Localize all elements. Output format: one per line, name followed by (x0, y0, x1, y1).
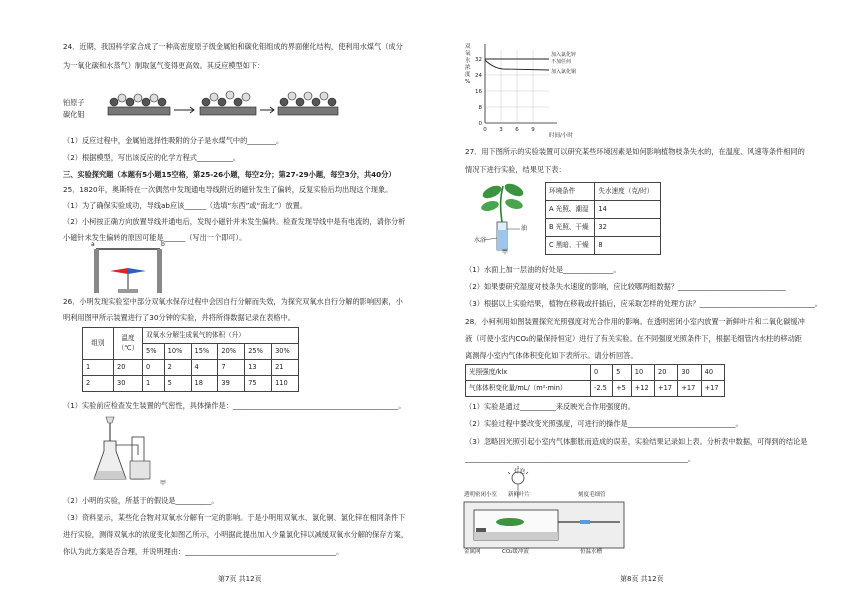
header-volume-change: 气体体积变化量/mL/（m²·min） (466, 381, 591, 397)
x-label: 时间/小时 (549, 133, 573, 139)
y-tick: 16 (475, 89, 482, 95)
q26-line2: 明利用图甲所示装置进行了30分钟的实验，并将所得数据记录在表格中。 (63, 313, 295, 322)
photosynthesis-apparatus (462, 464, 632, 560)
q28-sub2: （2）实验过程中要改变光照强度，可进行的操作是______________________________。 (465, 419, 743, 428)
table-row: 1 20 0 2 4 7 13 21 (83, 360, 299, 376)
wire-label-b: b (161, 241, 165, 248)
conc-cell: 30% (272, 344, 299, 360)
label-pic: 甲 (502, 249, 509, 256)
header-volume: 双氧水分解生成氧气的体积（升） (143, 328, 299, 344)
header-temp: 温度 （℃） (114, 328, 143, 360)
wire-label-a: a (91, 241, 95, 248)
header-speed: 失水速度（克/时） (595, 183, 661, 201)
section3-title: 三、实验探究题（本题有5小题15空格，第25-26小题，每空2分；第27-29小题，每空3分，共40分） (63, 170, 396, 179)
legend-copper: 加入氯化铜 (551, 69, 577, 75)
q24-sub1: （1）反应过程中，金属铂选择性吸附的分子是水煤气中的________。 (63, 136, 284, 145)
table-row: A 光照、潮湿 14 (546, 201, 661, 219)
x-tick: 0 (483, 127, 487, 133)
q26-sub2: （2）小明的实验，所基于的假设是__________。 (63, 496, 219, 505)
y-tick: 32 (475, 57, 482, 63)
x-tick: 9 (531, 127, 535, 133)
label-leaf: 新鲜叶片 (508, 492, 531, 498)
conc-cell: 5% (143, 344, 165, 360)
page-number-left: 第7页 共12页 (218, 575, 262, 583)
q28-data-table (465, 364, 725, 397)
q25-sub1: （1）为了确保实验成功，导线ab应该______（选填“东西”或“南北”）放置。 (63, 201, 308, 210)
q26-sub1: （1）实验前应检查发生装置的气密性，具体操作是：______________________________________________。 (63, 401, 406, 410)
q28-line1: 28．小柯利用如图装置探究光照强度对光合作用的影响。在透明密闭小室内放置一新鲜叶片和二氧化碳缓冲 (465, 317, 805, 326)
conc-cell: 15% (191, 344, 218, 360)
q25-line1: 25．1820年，奥斯特在一次偶然中发现通电导线附近的磁针发生了偏转，反复实验后均出现这个现象。 (63, 185, 393, 194)
y-tick: 8 (478, 105, 482, 111)
q27-line2: 情况下进行实验，结果见下表： (465, 165, 566, 174)
table-row: 光照强度/klx 0 5 10 20 30 40 (466, 365, 725, 381)
table-row: 气体体积变化量/mL/（m²·min） -2.5 +5 +12 +17 +17 +17 (466, 381, 725, 397)
label-mesh: 金属网 (464, 549, 481, 555)
q26-sub3a: （3）资料显示，某些化合物对双氧水分解有一定的影响。于是小明用双氧水、氯化铜、氯化锌在相同条件下 (63, 513, 406, 522)
q28-line2: 液（可使小室内CO₂的量保持恒定）进行了有关实验。在不同强度光照条件下，根据毛细管内水柱的移动距 (465, 334, 802, 343)
apparatus-label: 甲 (160, 480, 167, 487)
table-row: C 黑暗、干燥 8 (546, 237, 661, 255)
page-number-right: 第8页 共12页 (620, 575, 664, 583)
q27-sub2: （2）如果要研究湿度对枝条失水速度的影响，应比较哪两组数据？______________________________ (465, 282, 786, 291)
conc-cell: 25% (245, 344, 272, 360)
label-bath: 恒温水槽 (580, 549, 603, 555)
table-row: B 光照、干燥 32 (546, 219, 661, 237)
concentration-chart (463, 38, 593, 140)
label-co2: CO₂缓冲液 (502, 549, 529, 555)
header-condition: 环境条件 (546, 183, 595, 201)
label-oil: 油 (521, 225, 528, 232)
reaction-model-figure (88, 80, 348, 132)
ylabel-char: 双 (465, 44, 471, 50)
ylabel-char: % (465, 79, 471, 85)
label-moc: 碳化钼 (63, 110, 85, 119)
label-water: 水浴 (474, 237, 487, 244)
right-page (430, 0, 860, 608)
oersted-figure (88, 243, 168, 295)
q26-sub3c: 你认为此方案是否合理，并说明理由：__________________________________________。 (63, 547, 344, 556)
q28-line3: 离测得小室内气体体积变化如下表所示。请分析回答。 (465, 351, 638, 360)
q28-sub3b: ______________________________________________________________。 (465, 454, 696, 463)
y-tick: 0 (478, 121, 482, 127)
ylabel-char: 度 (465, 72, 471, 78)
apparatus-figure (92, 415, 172, 487)
q27-sub3: （3）根据以上实验结果，植物在移栽或扦插后，应采取怎样的处理方法？________________________________。 (465, 299, 822, 308)
q25-sub2a: （2）小柯按正确方向放置导线并通电后，发现小磁针并未发生偏转。检查发现导线中是有电流的，请你分析 (63, 217, 406, 226)
ylabel-char: 水 (465, 58, 471, 64)
label-pt: 铂原子 (63, 98, 85, 107)
q26-sub3b: 进行实验，测得双氧水的浓度变化如图乙所示，小明据此提出加入少量氯化锌以减缓双氧水分解的保存方案， (63, 530, 409, 539)
label-chamber: 透明密闭小室 (464, 492, 498, 498)
q27-sub1: （1）水面上加一层油的好处是______________。 (465, 265, 621, 274)
q26-data-table (82, 327, 299, 392)
table-row: 2 30 1 5 18 39 75 110 (83, 376, 299, 392)
q24-sub2: （2）根据模型，写出该反应的化学方程式__________。 (63, 153, 241, 162)
legend-zinc: 加入氯化锌 (551, 52, 577, 58)
header-group: 组别 (83, 328, 114, 360)
ylabel-char: 氧 (465, 51, 471, 57)
x-tick: 3 (499, 127, 503, 133)
ylabel-char: 浓 (465, 65, 471, 71)
y-tick: 24 (475, 73, 482, 79)
legend-none: 不加任何 (551, 59, 572, 65)
x-tick: 6 (515, 127, 519, 133)
q27-data-table (545, 182, 661, 255)
q25-sub2b: 小磁针未发生偏转的原因可能是______（写出一个即可）。 (63, 233, 247, 242)
header-light: 光照强度/klx (466, 365, 591, 381)
label-lamp: 灯泡 (514, 469, 526, 475)
label-capillary: 刻度毛细管 (578, 492, 606, 498)
conc-cell: 10% (164, 344, 191, 360)
q28-sub1: （1）实验是通过__________来反映光合作用强度的。 (465, 402, 635, 411)
q27-line1: 27．用下图所示的实验装置可以研究某些环境因素是如何影响植物枝条失水的，在温度、风速等条件相同的 (465, 147, 805, 156)
q24-line1: 24．近期，我国科学家合成了一种高密度原子级金属铂和碳化钼组成的界面催化结构，使利用水煤气（成分 (63, 42, 403, 51)
conc-cell: 20% (218, 344, 245, 360)
q28-sub3a: （3）忽略因光照引起小室内气体膨胀而造成的误差，实验结果记录如上表。分析表中数据，可得到的结论是 (465, 437, 808, 446)
q26-line1: 26．小明发现实验室中部分双氧水保存过程中会因自行分解而失效，为探究双氧水自行分解的影响因素，小 (63, 297, 403, 306)
q24-line2: 为一氧化碳和水蒸气）制取氢气变得更高效。其反应模型如下： (63, 61, 265, 70)
